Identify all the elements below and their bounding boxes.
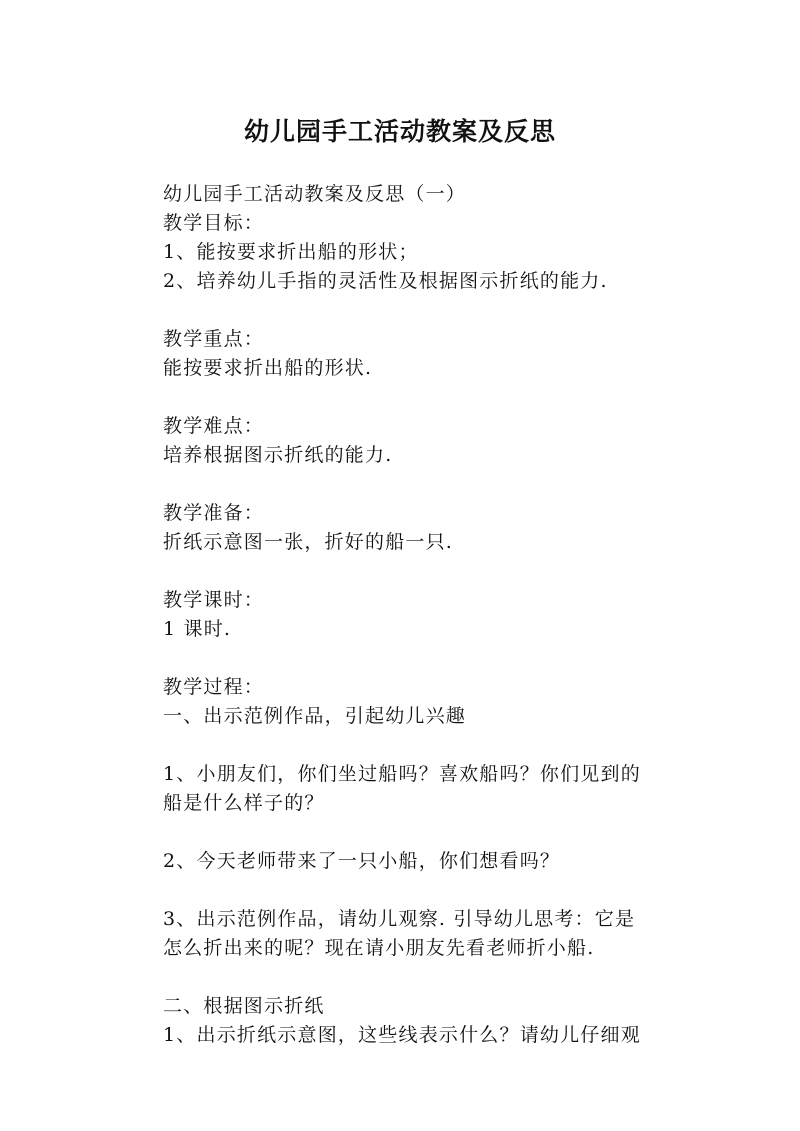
text-line: 2、今天老师带来了一只小船，你们想看吗？ xyxy=(163,850,561,872)
blank-line xyxy=(163,296,673,325)
text-line: 教学目标： xyxy=(163,212,265,234)
blank-line xyxy=(163,644,673,673)
text-line: 教学过程： xyxy=(163,676,265,698)
text-line: 2、培养幼儿手指的灵活性及根据图示折纸的能力. xyxy=(163,270,608,292)
text-line: 1、出示折纸示意图，这些线表示什么？请幼儿仔细观 xyxy=(163,1024,641,1046)
blank-line xyxy=(163,731,673,760)
text-line: 教学难点： xyxy=(163,415,265,437)
text-line: 幼儿园手工活动教案及反思（一） xyxy=(163,183,467,205)
text-line: 二、根据图示折纸 xyxy=(163,995,325,1017)
text-line: 船是什么样子的？ xyxy=(163,792,325,814)
document-body xyxy=(163,180,673,1050)
text-line: 1 课时. xyxy=(163,618,232,640)
text-line: 1、能按要求折出船的形状； xyxy=(163,241,419,263)
text-line: 教学课时： xyxy=(163,589,265,611)
text-line: 1、小朋友们，你们坐过船吗？喜欢船吗？你们见到的 xyxy=(163,763,641,785)
text-line: 能按要求折出船的形状. xyxy=(163,357,373,379)
blank-line xyxy=(163,470,673,499)
document-title: 幼儿园手工活动教案及反思 xyxy=(243,117,556,146)
text-line: 一、出示范例作品，引起幼儿兴趣 xyxy=(163,705,467,727)
text-line: 教学重点： xyxy=(163,328,265,350)
blank-line xyxy=(163,963,673,992)
text-line: 教学准备： xyxy=(163,502,265,524)
text-line: 怎么折出来的呢？现在请小朋友先看老师折小船. xyxy=(163,937,595,959)
text-line: 培养根据图示折纸的能力. xyxy=(163,444,393,466)
text-line: 折纸示意图一张，折好的船一只. xyxy=(163,531,454,553)
blank-line xyxy=(163,383,673,412)
blank-line xyxy=(163,876,673,905)
blank-line xyxy=(163,818,673,847)
text-line: 3、出示范例作品，请幼儿观察. 引导幼儿思考：它是 xyxy=(163,908,636,930)
blank-line xyxy=(163,557,673,586)
